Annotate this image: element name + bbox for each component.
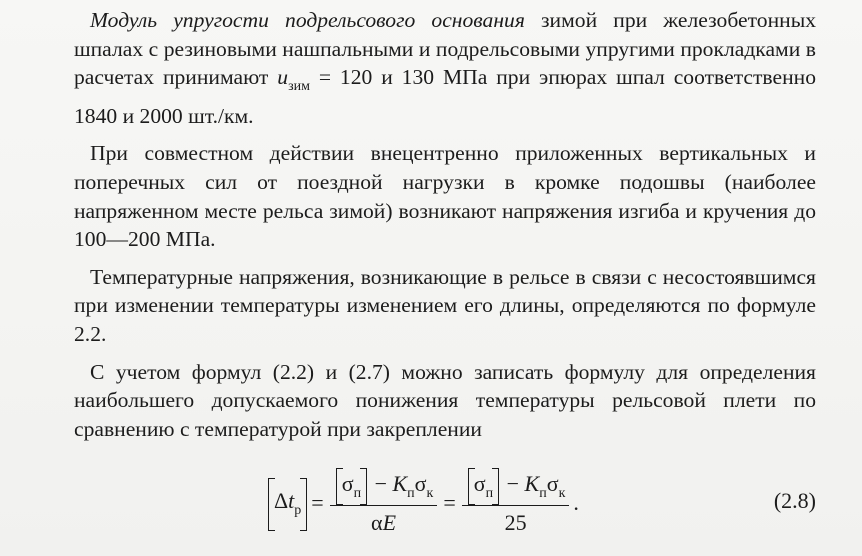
sigma-subscript: п [485, 485, 494, 501]
delta-symbol: Δ [274, 487, 289, 513]
italic-term: Модуль упругости подрельсового основания [90, 8, 525, 32]
equals-2: = [443, 490, 456, 515]
sigma-symbol: σ [414, 470, 427, 496]
e-variable: E [382, 509, 397, 535]
paragraph-1-text-a: зимой при железобетонных шпалах с резиновыми нашпальными и подрельсовыми упругими прокладками в расчетах принимают [74, 8, 816, 90]
lhs-bracket [268, 488, 307, 519]
formula-row [266, 458, 579, 548]
equals-1: = [311, 490, 324, 515]
sigma-k-subscript: к [426, 485, 434, 501]
equation-number: (2.8) [773, 488, 816, 513]
fraction-2-denominator: 25 [504, 509, 527, 535]
variable-u: u [277, 65, 289, 90]
alpha-symbol: α [371, 509, 383, 535]
t-variable: t [288, 487, 295, 513]
k-subscript: п [407, 485, 415, 501]
paragraph-1-text-b: = 120 и 130 МПа при эпюрах шпал соответственно 1840 и 2000 шт./км. [74, 65, 816, 128]
formula-period: . [573, 490, 579, 515]
sigma-symbol: σ [341, 470, 354, 496]
k-subscript: п [539, 485, 547, 501]
body-text [74, 6, 816, 452]
fraction-2-numerator [462, 471, 570, 506]
sigma-k-subscript: к [558, 485, 566, 501]
variable-u-subscript: зим [288, 79, 310, 95]
sigma-symbol: σ [473, 470, 486, 496]
fraction-1 [330, 471, 438, 536]
fraction-1-numerator [330, 471, 438, 506]
minus-sign: − [369, 470, 393, 496]
k-variable: K [524, 470, 540, 496]
sigma-symbol: σ [546, 470, 559, 496]
fraction-2 [462, 471, 570, 536]
paragraph-2: При совместном действии внецентренно приложенных вертикальных и поперечных сил от поездной нагрузки в кромке подошвы (наиболее напряженном месте рельса зимой) возникают напряжения изгиба и кручения до 100—200 МПа. [74, 141, 816, 252]
fraction-1-denominator [371, 506, 396, 536]
minus-sign: − [501, 470, 525, 496]
formula-2-8 [266, 458, 816, 548]
paragraph-1 [74, 6, 816, 130]
sigma-p-bracket-1 [336, 471, 367, 502]
t-subscript: р [294, 502, 302, 518]
k-variable: K [392, 470, 408, 496]
paragraph-4: С учетом формул (2.2) и (2.7) можно записать формулу для определения наибольшего допускаемого понижения температуры рельсовой плети по сравнению с температурой при закреплении [74, 359, 816, 441]
sigma-subscript: п [353, 485, 362, 501]
paragraph-3: Температурные напряжения, возникающие в рельсе в связи с несостоявшимся при изменении температуры изменением его длины, определяются по формуле 2.2. [74, 264, 816, 346]
sigma-p-bracket-2 [468, 471, 499, 502]
